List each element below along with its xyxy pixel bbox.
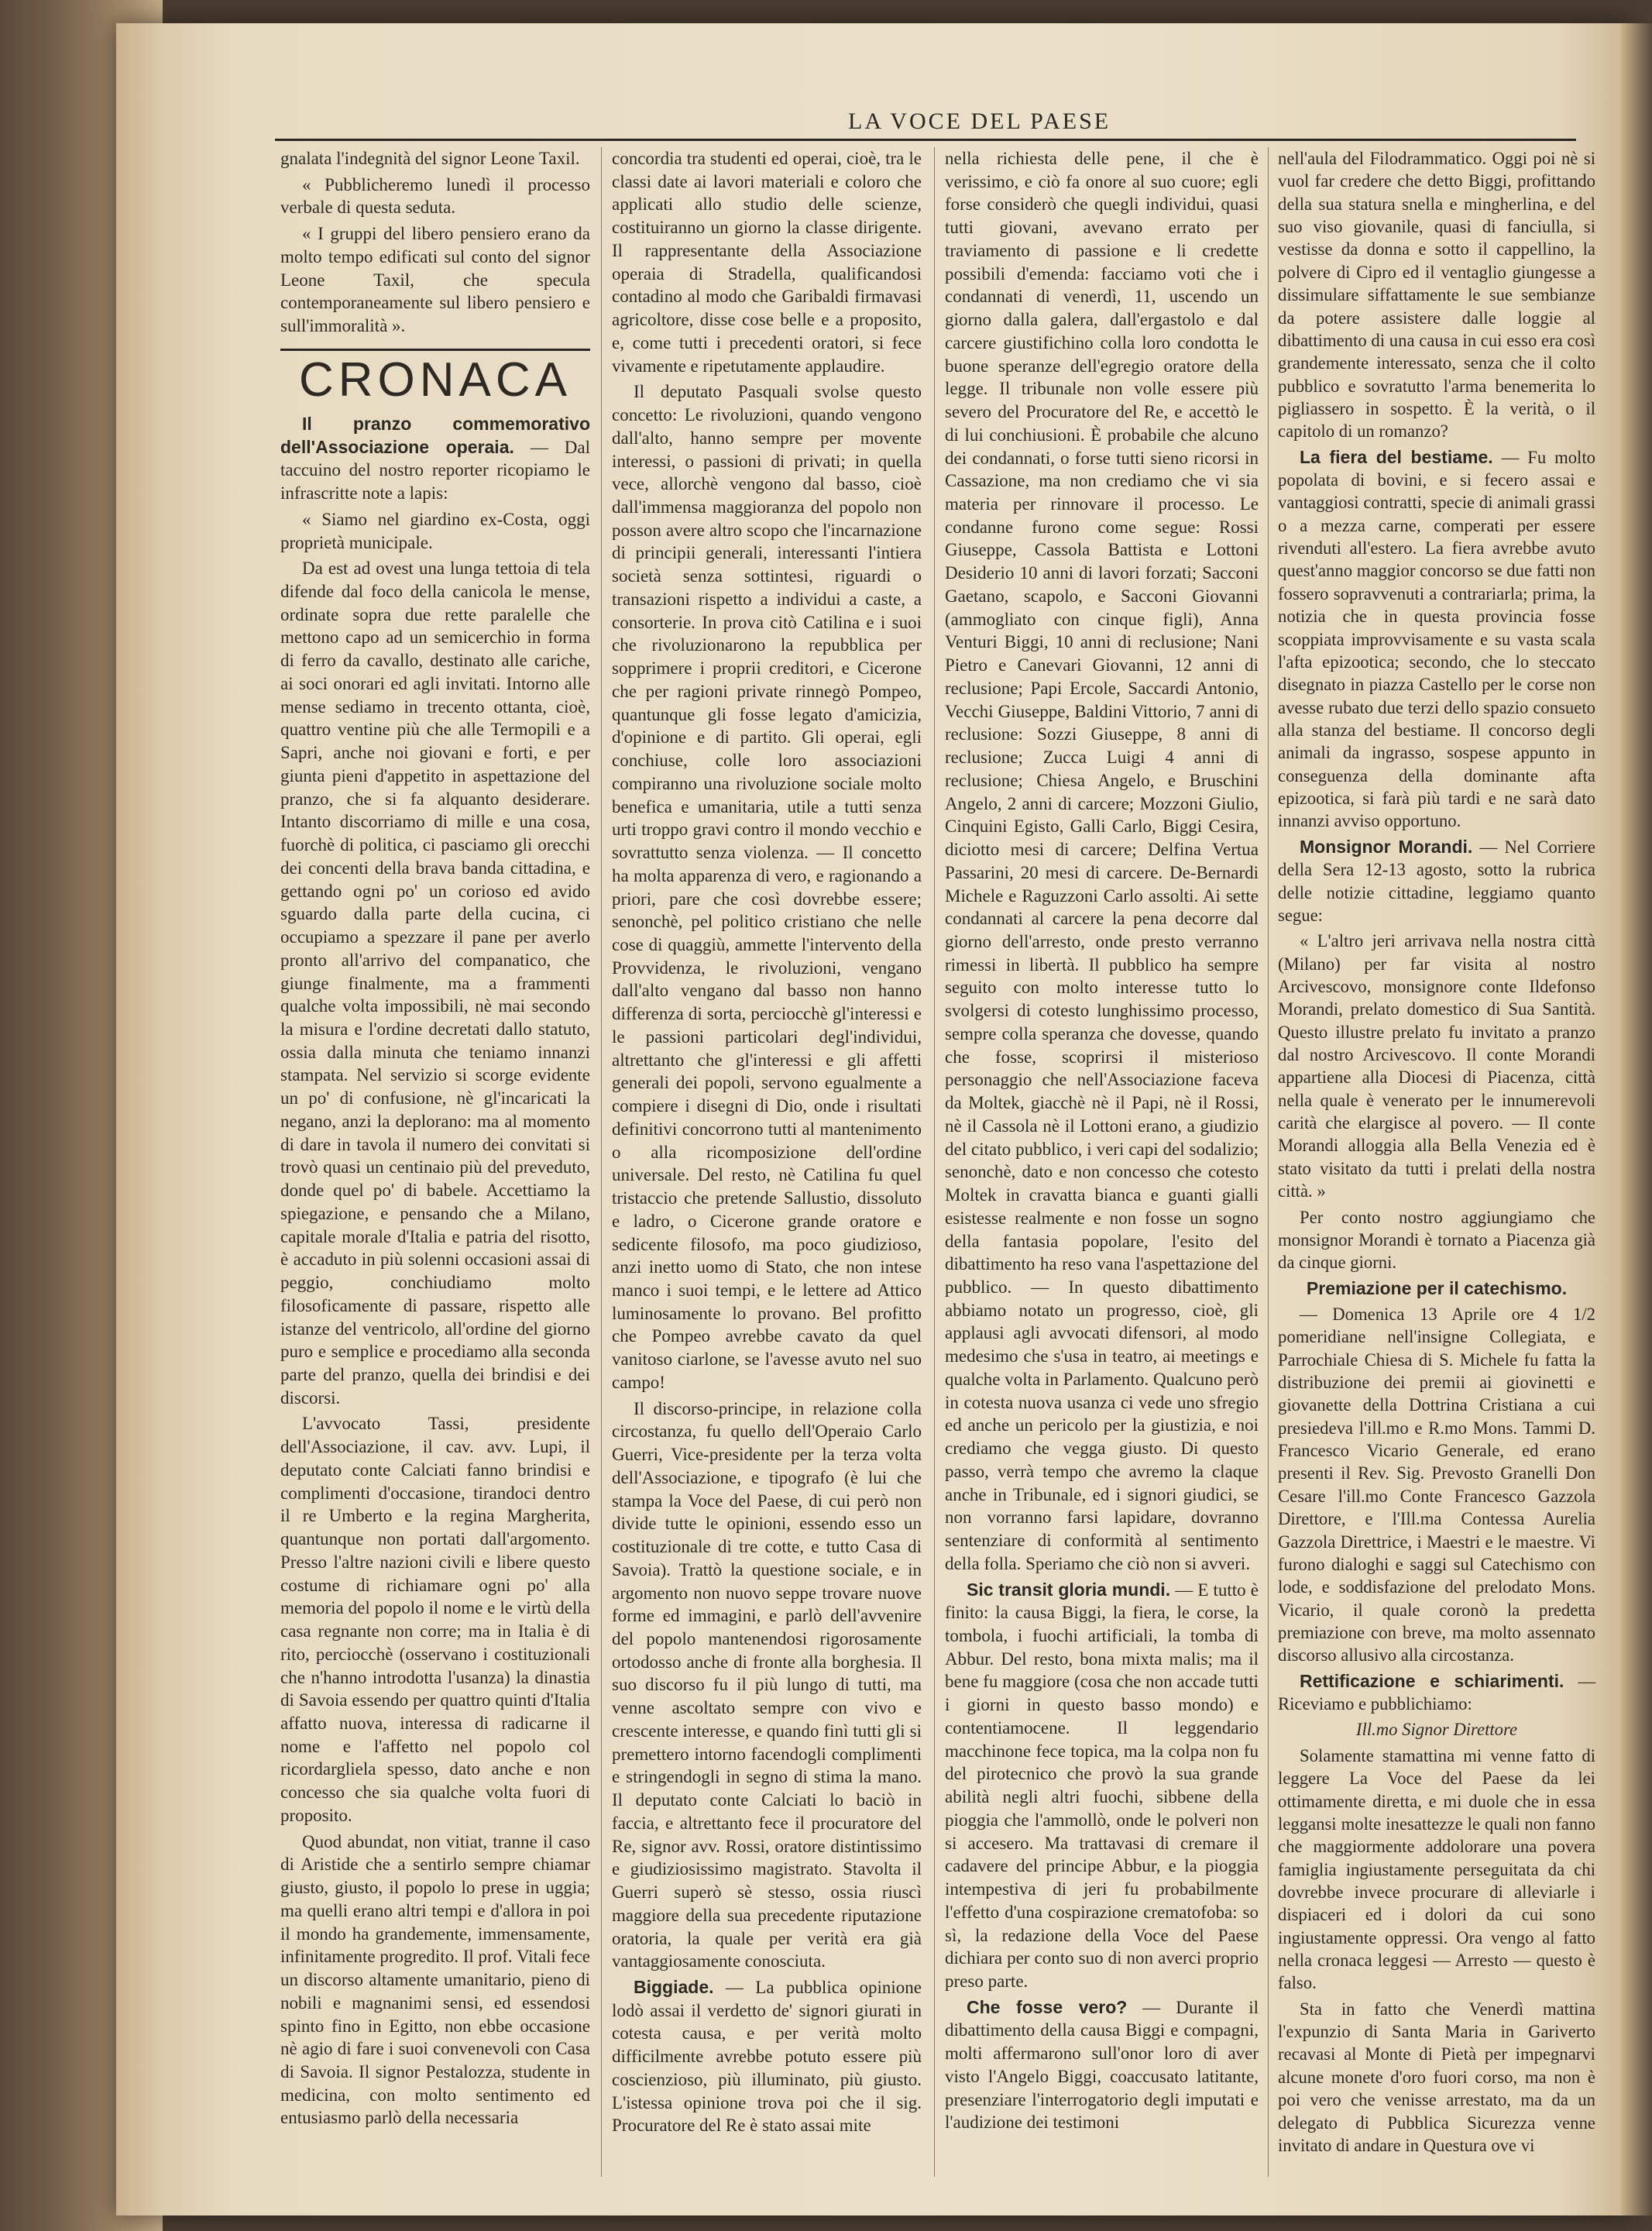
page-edge-shadow (1621, 23, 1652, 2216)
column-4 (1278, 147, 1595, 2160)
paragraph: — Fu molto popolata di bovini, e si fecero assai e vantaggiosi contratti, specie di animali grassi o a mezza carne, comperati per essere rivenduti all'estero. La fiera avrebbe avuto quest'anno maggior concorso se due fatti non fossero sopravvenuti a contrariarla; prima, la notizia che in questa provincia fosse scoppiata improvvisamente e su vasta scala l'afta epizootica; secondo, che lo steccato disegnato in piazza Castello per le corse non avesse rubato due terzi dello spazio consueto alla stanza del bestiame. Il concorso degli animali da ingrasso, sospese appunto in conseguenza della dominante afta epizootica, si farà più tardi e ne sarà dato innanzi avviso opportuno. (1278, 447, 1596, 831)
paragraph: — E tutto è finito: la causa Biggi, la fiera, le corse, la tombola, i fuochi artificiali, la tomba di Abbur. Del resto, bona mixta malis; ma il bene fu maggiore (cosa che non accade tutti i giorni in questo basso mondo) e contentiamocene. Il leggendario macchinone fece topica, ma la colpa non fu del pirotecnico che provò la sua grande abilità negli altri fuochi, sibbene della pioggia che l'ammollò, onde le polveri non si accesero. Ma trattavasi di cremare il cadavere del principe Abbur, e la pioggia intempestiva di jeri fu probabilmente l'effetto d'una cospirazione crematofoba: so sì, la redazione della Voce del Paese dichiara per conto suo di non averci proprio preso parte. (945, 1580, 1259, 1992)
paragraph: nella richiesta delle pene, il che è verissimo, e ciò fa onore al suo cuore; egli forse considerò che quegli individui, quasi tutti giovani, avevano errato per traviamento di passione e li credette possibili d'emenda: facciamo voti che i condannati di venerdì, 11, uscendo un giorno dalla galera, dall'ergastolo e dal carcere giustifichino colla loro condotta le buone speranze dell'egregio oratore della legge. Il tribunale non volle essere più severo del Procuratore del Re, e accettò le di lui conchiusioni. È probabile che alcuno dei condannati, o forse tutti sieno ricorsi in Cassazione, ma non crediamo che vi sia materia per rinnovare il processo. Le condanne furono come segue: Rossi Giuseppe, Cassola Battista e Lottoni Desiderio 10 anni di lavori forzati; Sacconi Gaetano, scapolo, e Sacconi Giovanni (ammogliato con cinque figli), Anna Venturi Biggi, 10 anni di reclusione; Nani Pietro e Canevari Giovanni, 12 anni di reclusione; Papi Ercole, Saccardi Antonio, Vecchi Giuseppe, Baldini Vittorio, 7 anni di reclusione: Sozzi Giuseppe, 8 anni di reclusione; Zucca Luigi 4 anni di reclusione; Chiesa Angelo, e Bruschini Angelo, 2 anni di carcere; Mozzoni Giulio, Cinquini Egisto, Galli Carlo, Biggi Cesira, diciotto mesi di carcere; Delfina Vertua Passarini, 20 mesi di carcere. De-Bernardi Michele e Raguzzoni Carlo assolti. Ai sette condannati al carcere la pena decorre dal giorno dell'arresto, onde presto verranno rimessi in libertà. Il pubblico ha sempre seguito con molto interesse tutto lo svolgersi di cotesto lunghissimo processo, sempre colla speranza che dovesse, quando che fosse, scoprirsi il misterioso personaggio che nell'Associazione faceva da Moltek, giacchè nè il Papi, nè il Rossi, nè il Cassola nè il Lottoni erano, a giudizio del citato pubblico, i veri capi del sodalizio; senonchè, dato e non concesso che cotesto Moltek in cravatta bianca e guanti gialli esistesse realmente e non fosse un sogno della fantasia popolare, l'esito del dibattimento ha reso vana l'aspettazione del pubblico. — In questo dibattimento abbiamo notato un progresso, cioè, gli applausi agli avvocati difensori, al modo medesimo che s'usa in teatro, ai meetings e qualche volta in Parlamento. Qualcuno però in cotesta nuova usanza ci vede uno sfregio ed anche un pericolo per la giustizia, e noi crediamo che vegga giusto. Di questo passo, verrà tempo che avremo la claque anche in Tribunale, ed i signori giudici, se non vorranno farsi lapidare, dovranno sentenziare di conformità al sentimento della folla. Speriamo che ciò non si avveri. (945, 149, 1259, 1573)
page-header (275, 107, 1576, 141)
article-heading: Biggiade. (634, 1977, 714, 1998)
article-heading: Rettificazione e schiarimenti. (1300, 1670, 1564, 1691)
paragraph: Per conto nostro aggiungiamo che monsignor Morandi è tornato a Piacenza già da cinque giorni. (1278, 1207, 1595, 1273)
paragraph: « Pubblicheremo lunedì il processo verbale di questa seduta. (280, 174, 590, 218)
paragraph: « I gruppi del libero pensiero erano da molto tempo edificati sul conto del signor Leone Taxil, che specula contemporaneamente sul libero pensiero e sull'immoralità ». (280, 224, 590, 336)
paragraph: Sta in fatto che Venerdì mattina l'expunzio di Santa Maria in Gariverto recavasi al Monte di Pietà per impegnarvi alcune monete d'oro fuori corso, ma non è poi vero che venisse arrestato, ma da un delegato di Pubblica Sicurezza venne invitato di andare in Questura ove vi (1278, 1999, 1595, 2155)
article-heading: Che fosse vero? (967, 1996, 1128, 2017)
paragraph: Il discorso-principe, in relazione colla circostanza, fu quello dell'Operaio Carlo Guerri, Vice-presidente per la terza volta dell'Associazione, e tipografo (è lui che stampa la Voce del Paese, di cui però non divide tutte le opinioni, essendo esso un costituzionale di tre cotte, e tutto Casa di Savoia). Trattò la questione sociale, e in argomento non nuovo seppe trovare nuove forme ed immagini, e parlò dell'avvenire del popolo mantenendosi rigorosamente ortodosso anche di fronte alla borghesia. Il suo discorso fu il più lungo di tutti, ma venne ascoltato sempre con vivo e crescente interesse, e quando finì tutti gli si premettero intorno facendogli complimenti e stringendogli in segno di stima la mano. Il deputato conte Calciati lo baciò in faccia, e altrettanto fece il procuratore del Re, signor avv. Rossi, oratore distintissimo e giudiziosissimo magistrato. Stavolta il Guerri superò sè stesso, ossia riuscì maggiore della sua precedente riputazione oratoria, la quale per verità era già vantaggiosamente conosciuta. (612, 1398, 922, 1971)
newspaper-title: LA VOCE DEL PAESE (848, 108, 1111, 134)
column-1 (280, 147, 590, 2133)
article-heading: Il pranzo commemorativo dell'Associazione operaia. (280, 413, 590, 457)
paragraph: Solamente stamattina mi venne fatto di leggere La Voce del Paese da lei ottimamente diretta, e mi duole che in essa leggansi molte inesattezze le quali non fanno che maggiormente addolorare una povera famiglia ingiustamente perseguitata da chi dovrebbe invece procurare di alleviarle i dispiaceri ed i dolori da cui sono ingiustamente oppressi. Ora vengo al fatto nella cronaca leggesi — Arresto — questo è falso. (1278, 1745, 1595, 1993)
paragraph: — Riceviamo e pubblichiamo: (1278, 1671, 1595, 1714)
header-rule (275, 139, 1576, 141)
article-heading: Premiazione per il catechismo. (1306, 1277, 1568, 1298)
column-divider (934, 147, 935, 2177)
paragraph: gnalata l'indegnità del signor Leone Taxil. (280, 149, 580, 168)
paragraph: — Domenica 13 Aprile ore 4 1/2 pomeridiane nell'insigne Collegiata, e Parrochiale Chiesa di S. Michele fu fatta la distribuzione dei premii ai giovinetti e giovanette della Dottrina Cristiana a cui presiedeva l'ill.mo e R.mo Mons. Tammi D. Francesco Vicario Generale, ed erano presenti il Rev. Sig. Prevosto Granelli Don Cesare l'ill.mo Conte Francesco Gazzola Direttore, e l'Ill.ma Contessa Aurelia Gazzola Direttrice, i Maestri e le maestre. Vi furono dialoghi e saggi sul Catechismo con lode, e soddisfazione del prelodato Mons. Vicario, il quale coronò la predetta premiazione con breve, ma molto assennato discorso allusivo alla circostanza. (1278, 1304, 1595, 1666)
paragraph: — Dal taccuino del nostro reporter ricopiamo le infrascritte note a lapis: (280, 437, 591, 504)
column-2 (612, 147, 922, 2140)
paragraph: Il deputato Pasquali svolse questo concetto: Le rivoluzioni, quando vengono dall'alto, hanno sempre per movente interessi, o passioni di privati; in quella vece, allorchè vengono dal basso, cioè dall'immensa maggioranza del popolo non posson avere altro scopo che l'incarnazione di principii generali, interessanti l'intiera società senza sottintesi, riguardi o transazioni rispetto a individui a caste, a consorterie. In prova citò Catilina e i suoi che rivoluzionarono la repubblica per sopprimere i proprii creditori, e Cicerone che per ragioni private rinnegò Pompeo, quantunque gli fosse legato d'amicizia, d'opinione e di partito. Gli operai, egli conchiuse, colle loro associazioni compiranno una rivoluzione sociale molto benefica e umanitaria, utile a tutti senza urti troppo gravi contro il mondo vecchio e sovrattutto senza violenza. — Il concetto ha molta apparenza di vero, e ragionando a priori, pare che così dovrebbe essere; senonchè, pel politico cristiano che nelle cose di quaggiù, ammette l'intervento della Provvidenza, le rivoluzioni, vengano dall'alto vengano dal basso non hanno differenza di sorta, perciocchè gl'interessi e le passioni particolari degl'individui, altrettanto che gl'interessi e gli affetti generali dei popoli, servono egualmente a compiere i disegni di Dio, onde i risultati definitivi concorrono tutti al mantenimento o alla ricomposizione dell'ordine universale. Del resto, nè Catilina fu quel tristaccio che pretende Sallustio, dissoluto e ladro, o Cicerone grande oratore e sedicente filosofo, ma poco giudizioso, anzi inetto uomo di Stato, che non intese manco i suoi tempi, e le lettere ad Attico luminosamente lo provano. Bel profitto che Pompeo avrebbe cavato da quel vanitoso ciarlone, se l'avesse avuto nel suo campo! (612, 382, 922, 1392)
paragraph: concordia tra studenti ed operai, cioè, tra le classi date ai lavori materiali e coloro che applicati allo studio delle scienze, costituiranno un giorno la classe dirigente. Il rappresentante della Associazione operaia di Stradella, qualificandosi contadino al modo che Garibaldi firmavasi agricoltore, disse cose belle e a proposito, e, come tutti i precedenti oratori, si fece vivamente e ripetutamente applaudire. (612, 149, 922, 376)
paragraph: « Siamo nel giardino ex-Costa, oggi proprietà municipale. (280, 509, 590, 552)
column-divider (601, 147, 602, 2177)
paragraph: — Durante il dibattimento della causa Biggi e compagni, molti affermarono sull'onor loro di aver visto l'Angelo Biggi, coaccusato latitante, presenziare l'interrogatorio degli imputati e l'audizione dei testimoni (945, 1997, 1259, 2133)
section-heading: CRONACA (280, 349, 590, 405)
column-divider (1268, 147, 1269, 2177)
letter-salutation: Ill.mo Signor Direttore (1355, 1720, 1518, 1740)
paragraph: « L'altro jeri arrivava nella nostra città (Milano) per far visita al nostro Arcivescovo, monsignore conte Ildefonso Morandi, prelato domestico di Sua Santità. Questo illustre prelato fu invitato a pranzo dal nostro Arcivescovo. Il conte Morandi appartiene alla Diocesi di Piacenza, città nella quale è venerato per le innumerevoli carità che elargisce al povero. — Il conte Morandi alloggia alla Bella Venezia ed è stato visitato da tutti i prelati della nostra città. » (1278, 931, 1595, 1201)
paragraph: Da est ad ovest una lunga tettoia di tela difende dal foco della canicola le mense, ordinate sopra due rette paralelle che mettono capo ad un semicerchio in forma di ferro da cavallo, destinato alle cariche, ai soci onorari ed agli invitati. Intorno alle mense sediamo in trecento ottanta, cioè, quattro ventine più che alle Termopili e a Sapri, anche noi giovani e forti, e per giunta pieni d'appetito in aspettazione del pranzo, che si fa alquanto desiderare. Intanto discorriamo di mille e una cosa, fuorchè di politica, ci pasciamo gli orecchi dei concenti della brava banda cittadina, e gettando ogni po' un corioso ed avido sguardo dalla parte della cucina, ci occupiamo a spezzare il pane per averlo pronto all'arrivo del companatico, che giunge finalmente, ma a frammenti qualche volta impossibili, nè mai secondo la misura e l'ordine decretati dallo statuto, ossia dalla minuta che teniamo innanzi stampata. Nel servizio si scorge evidente un po' di confusione, nè gl'incaricati la negano, anzi la deplorano: ma al momento di dare in tavola il numero dei convitati si trovò quasi un centinaio più del preveduto, donde quel po' di babele. Accettiamo la spiegazione, e pensando che a Milano, capitale morale d'Italia e patria del risotto, è accaduto in più solenni occasioni assai di peggio, conchiudiamo molto filosoficamente di passare, rispetto alle istanze del ventricolo, all'ordine del giorno puro e semplice e procediamo alla seconda parte del pranzo, quella dei brindisi e dei discorsi. (280, 559, 590, 1408)
column-3 (945, 147, 1259, 2137)
paragraph: L'avvocato Tassi, presidente dell'Associazione, il cav. avv. Lupi, il deputato conte Calciati fanno brindisi e complimenti d'occasione, tirandoci dentro il re Umberto e la regina Margherita, quantunque non portati dall'argomento. Presso l'altre nazioni civili e libere questo costume di richiamare ogni po' alla memoria del popolo il nome e le virtù della casa regnante non corre; ma in Italia è di rito, perciocchè (osservano i costituzionali che n'hanno introdotta l'usanza) la dinastia di Savoia essendo per quattro quinti d'Italia affatto nuova, interessa di radicarne il nome e l'affetto nel popolo col ricordargliela spesso, dato anche e non concesso che sia qualche volta fuori di proposito. (280, 1414, 590, 1825)
article-heading: La fiera del bestiame. (1300, 446, 1493, 467)
paragraph: Quod abundat, non vitiat, tranne il caso di Aristide che a sentirlo sempre chiamar giusto, giusto, il popolo lo prese in uggia; ma quelli erano altri tempi e d'allora in poi il mondo ha grandemente, immensamente, infinitamente progredito. Il prof. Vitali fece un discorso altamente umanitario, pieno di nobili e magnanimi sensi, ed essendosi spinto fino in Egitto, non ebbe occasione nè agio di fare i suoi convenevoli con Casa di Savoia. Il signor Pestalozza, studente in medicina, con molto sentimento ed entusiasmo parlò della necessaria (280, 1831, 590, 2128)
paragraph: — La pubblica opinione lodò assai il verdetto de' signori giurati in cotesta causa, e per verità molto difficilmente avrebbe potuto essere più coscienzioso, più illuminato, più giusto. L'istessa opinione trova poi che il sig. Procuratore del Re è stato assai mite (612, 1978, 922, 2136)
paragraph: — Nel Corriere della Sera 12-13 agosto, sotto la rubrica delle notizie cittadine, leggiamo quanto segue: (1278, 837, 1595, 925)
article-heading: Sic transit gloria mundi. (967, 1579, 1171, 1600)
paragraph: nell'aula del Filodrammatico. Oggi poi nè si vuol far credere che detto Biggi, profittando della sua statura snella e mingherlina, e del suo viso giovanile, quasi di fanciulla, si vestisse da donna e sotto il cappellino, la polvere di Cipro ed il ventaglio giungesse a dissimulare siffattamente le sue sembianze da potere assistere dalle loggie al dibattimento di una causa in cui esso era così grandemente interessato, senza che il colto pubblico e sovratutto l'arma benemerita lo pigliassero in sospetto. È la verità, o il capitolo di un romanzo? (1278, 149, 1595, 442)
article-heading: Monsignor Morandi. (1300, 836, 1473, 857)
